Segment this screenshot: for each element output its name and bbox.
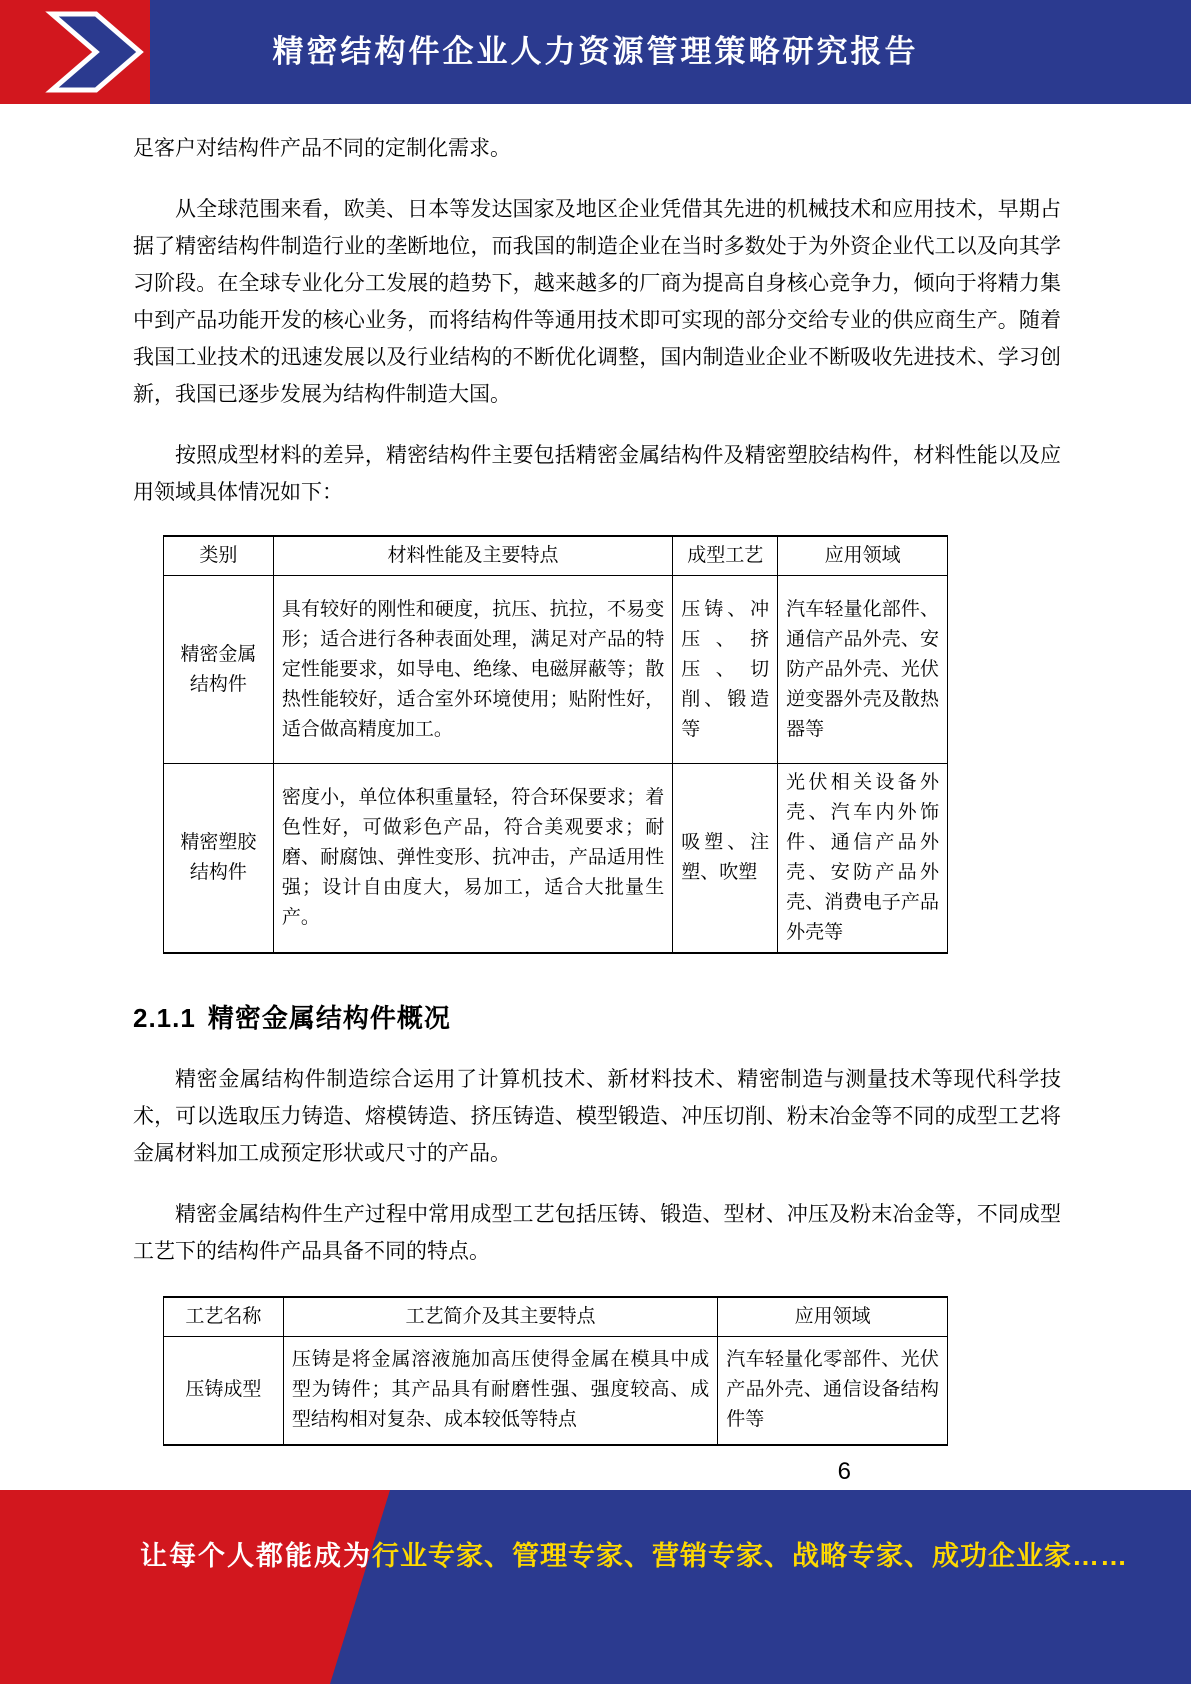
section-heading [133,998,1061,1035]
table-header-cell: 工艺简介及其主要特点 [283,1297,717,1337]
section-number: 2.1.1 [133,1003,196,1033]
page-content [0,104,1191,1486]
paragraph-process-intro: 精密金属结构件生产过程中常用成型工艺包括压铸、锻造、型材、冲压及粉末冶金等，不同成型工艺下的结构件产品具备不同的特点。 [133,1202,1061,1263]
table-cell-process: 压铸、冲压、挤压、切削、锻造等 [673,576,778,764]
section-title: 精密金属结构件概况 [207,1003,451,1033]
footer-slogan-right: 行业专家、管理专家、营销专家、战略专家、成功企业家…… [372,1541,1128,1571]
table-header-cell: 工艺名称 [164,1297,284,1337]
table-header-cell: 成型工艺 [673,536,778,576]
table-cell-process: 吸塑、注塑、吹塑 [673,764,778,954]
table-header-row [164,536,948,576]
table-cell-applications: 汽车轻量化部件、通信产品外壳、安防产品外壳、光伏逆变器外壳及散热器等 [778,576,948,764]
footer-red-band [0,1490,1191,1684]
table-cell-applications: 汽车轻量化零部件、光伏产品外壳、通信设备结构件等 [718,1337,948,1445]
table-cell-applications: 光伏相关设备外壳、汽车内外饰件、通信产品外壳、安防产品外壳、消费电子产品外壳等 [778,764,948,954]
paragraph-continuation: 足客户对结构件产品不同的定制化需求。 [133,136,511,160]
page-number: 6 [837,1457,851,1485]
table-cell-process-name: 压铸成型 [164,1337,284,1445]
table-header-cell: 材料性能及主要特点 [273,536,672,576]
report-title: 精密结构件企业人力资源管理策略研究报告 [272,34,919,69]
paragraph-global-overview: 从全球范围来看，欧美、日本等发达国家及地区企业凭借其先进的机械技术和应用技术，早期占据了精密结构件制造行业的垄断地位，而我国的制造企业在当时多数处于为外资企业代工以及向其学习阶段。在全球专业化分工发展的趋势下，越来越多的厂商为提高自身核心竞争力，倾向于将精力集中到产品功能开发的核心业务，而将结构件等通用技术即可实现的部分交给专业的供应商生产。随着我国工业技术的迅速发展以及行业结构的不断优化调整，国内制造业企业不断吸收先进技术、学习创新，我国已逐步发展为结构件制造大国。 [133,197,1061,406]
table-cell-category: 精密塑胶结构件 [164,764,274,954]
chevron-right-icon [0,0,150,104]
table-header-cell: 应用领域 [778,536,948,576]
table-row-metal [164,576,948,764]
table-header-cell: 类别 [164,536,274,576]
table-row-plastic [164,764,948,954]
page-header [0,0,1191,104]
page-footer [0,1490,1191,1684]
table-header-row [164,1297,948,1337]
table-cell-process-desc: 压铸是将金属溶液施加高压使得金属在模具中成型为铸件；其产品具有耐磨性强、强度较高、成型结构相对复杂、成本较低等特点 [283,1337,717,1445]
paragraph-metal-overview: 精密金属结构件制造综合运用了计算机技术、新材料技术、精密制造与测量技术等现代科学技术，可以选取压力铸造、熔模铸造、挤压铸造、模型锻造、冲压切削、粉末冶金等不同的成型工艺将金属材料加工成预定形状或尺寸的产品。 [133,1067,1061,1165]
table-header-cell: 应用领域 [718,1297,948,1337]
footer-slogan-left: 让每个人都能成为 [140,1541,372,1571]
table-cell-properties: 密度小，单位体积重量轻，符合环保要求；着色性好，可做彩色产品，符合美观要求；耐磨、耐腐蚀、弹性变形、抗冲击，产品适用性强；设计自由度大，易加工，适合大批量生产。 [273,764,672,954]
table-cell-category: 精密金属结构件 [164,576,274,764]
table-row-die-casting [164,1337,948,1445]
paragraph-material-intro: 按照成型材料的差异，精密结构件主要包括精密金属结构件及精密塑胶结构件，材料性能以及应用领域具体情况如下： [133,443,1061,504]
table-cell-properties: 具有较好的刚性和硬度，抗压、抗拉，不易变形；适合进行各种表面处理，满足对产品的特定性能要求，如导电、绝缘、电磁屏蔽等；散热性能较好，适合室外环境使用；贴附性好，适合做高精度加工。 [273,576,672,764]
process-table [163,1296,948,1446]
material-category-table [163,535,948,954]
header-arrow-block [0,0,150,104]
